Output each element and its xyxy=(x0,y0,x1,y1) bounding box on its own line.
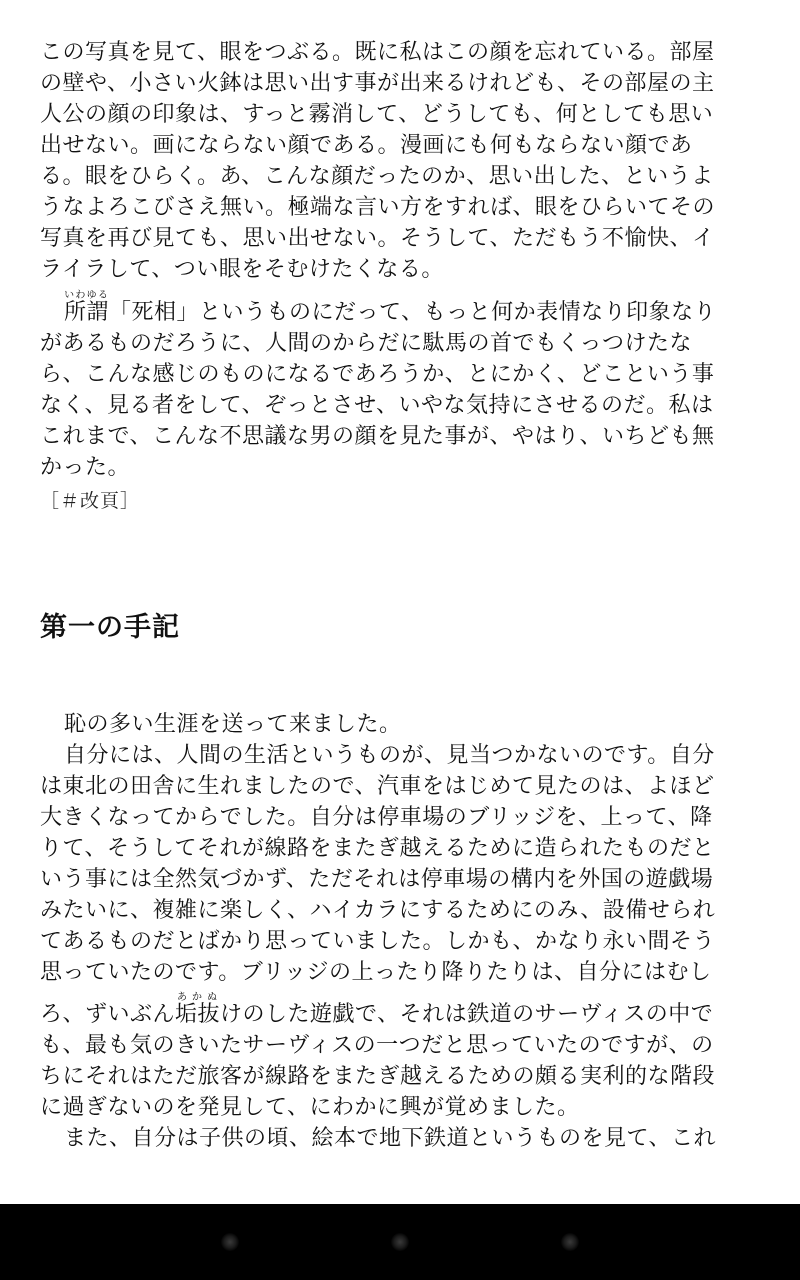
text-line: ろ、ずいぶん垢抜あかぬけのした遊戯で、それは鉄道のサーヴィスの中で xyxy=(40,992,714,1027)
text-line: この写真を見て、眼をつぶる。既に私はこの顔を忘れている。部屋 xyxy=(40,40,715,65)
text-line: は東北の田舎に生れましたので、汽車をはじめて見たのは、よほど xyxy=(40,774,715,799)
text-line: いう事には全然気づかず、ただそれは停車場の構内を外国の遊戯場 xyxy=(40,867,714,892)
page-break-marker: ［＃改頁］ xyxy=(40,490,141,512)
text-line: うなよろこびさえ無い。極端な言い方をすれば、眼をひらいてその xyxy=(40,195,716,220)
text-line: 写真を再び見ても、思い出せない。そうして、ただもう不愉快、イ xyxy=(40,226,715,251)
text-line: ら、こんな感じのものになるであろうか、とにかく、どこという事 xyxy=(40,362,715,387)
text-line: みたいに、複雑に楽しく、ハイカラにするためにのみ、設備せられ xyxy=(40,898,716,923)
ruby-annotation: 所謂いわゆる xyxy=(64,290,110,325)
text-line: ちにそれはただ旅客が線路をまたぎ越えるための頗る実利的な階段 xyxy=(40,1064,716,1089)
text-line: 所謂いわゆる「死相」というものにだって、もっと何か表情なり印象なり xyxy=(64,290,717,325)
paragraph-1 xyxy=(40,37,760,285)
text-line: の壁や、小さい火鉢は思い出す事が出来るけれども、その部屋の主 xyxy=(40,71,715,96)
chapter-title: 第一の手記 xyxy=(40,612,180,643)
text-line: があるものだろうに、人間のからだに駄馬の首でもくっつけたな xyxy=(40,331,693,356)
text-line: なく、見る者をして、ぞっとさせ、いやな気持にさせるのだ。私は xyxy=(40,393,714,418)
chapter-body xyxy=(40,709,760,1154)
recent-apps-button[interactable] xyxy=(561,1233,579,1251)
text-line: これまで、こんな不思議な男の顔を見た事が、やはり、いちども無 xyxy=(40,424,715,449)
paragraph-2 xyxy=(40,286,760,515)
text-line: 大きくなってからでした。自分は停車場のブリッジを、上って、降 xyxy=(40,805,713,830)
navigation-bar xyxy=(0,1204,800,1280)
text-line: 人公の顔の印象は、すっと霧消して、どうしても、何としても思い xyxy=(40,102,714,127)
text-line: 思っていたのです。ブリッジの上ったり降りたりは、自分にはむし xyxy=(40,960,712,985)
ruby-annotation: 垢抜あかぬ xyxy=(175,992,221,1027)
back-button[interactable] xyxy=(221,1233,239,1251)
text-line: ライラして、つい眼をそむけたくなる。 xyxy=(40,257,444,282)
home-button[interactable] xyxy=(391,1233,409,1251)
text-line: かった。 xyxy=(40,455,131,480)
text-line: 恥の多い生涯を送って来ました。 xyxy=(64,712,402,737)
text-line: 出せない。画にならない顔である。漫画にも何もならない顔であ xyxy=(40,133,693,158)
text-line: も、最も気のきいたサーヴィスの一つだと思っていたのですが、の xyxy=(40,1033,714,1058)
text-line: 自分には、人間の生活というものが、見当つかないのです。自分 xyxy=(64,743,715,768)
text-line: に過ぎないのを発見して、にわかに興が覚めました。 xyxy=(40,1095,580,1120)
text-line: りて、そうしてそれが線路をまたぎ越えるために造られたものだと xyxy=(40,836,715,861)
text-line: る。眼をひらく。あ、こんな顔だったのか、思い出した、というよ xyxy=(40,164,714,189)
text-line: また、自分は子供の頃、絵本で地下鉄道というものを見て、これ xyxy=(64,1126,717,1151)
text-line: てあるものだとばかり思っていました。しかも、かなり永い間そう xyxy=(40,929,716,954)
